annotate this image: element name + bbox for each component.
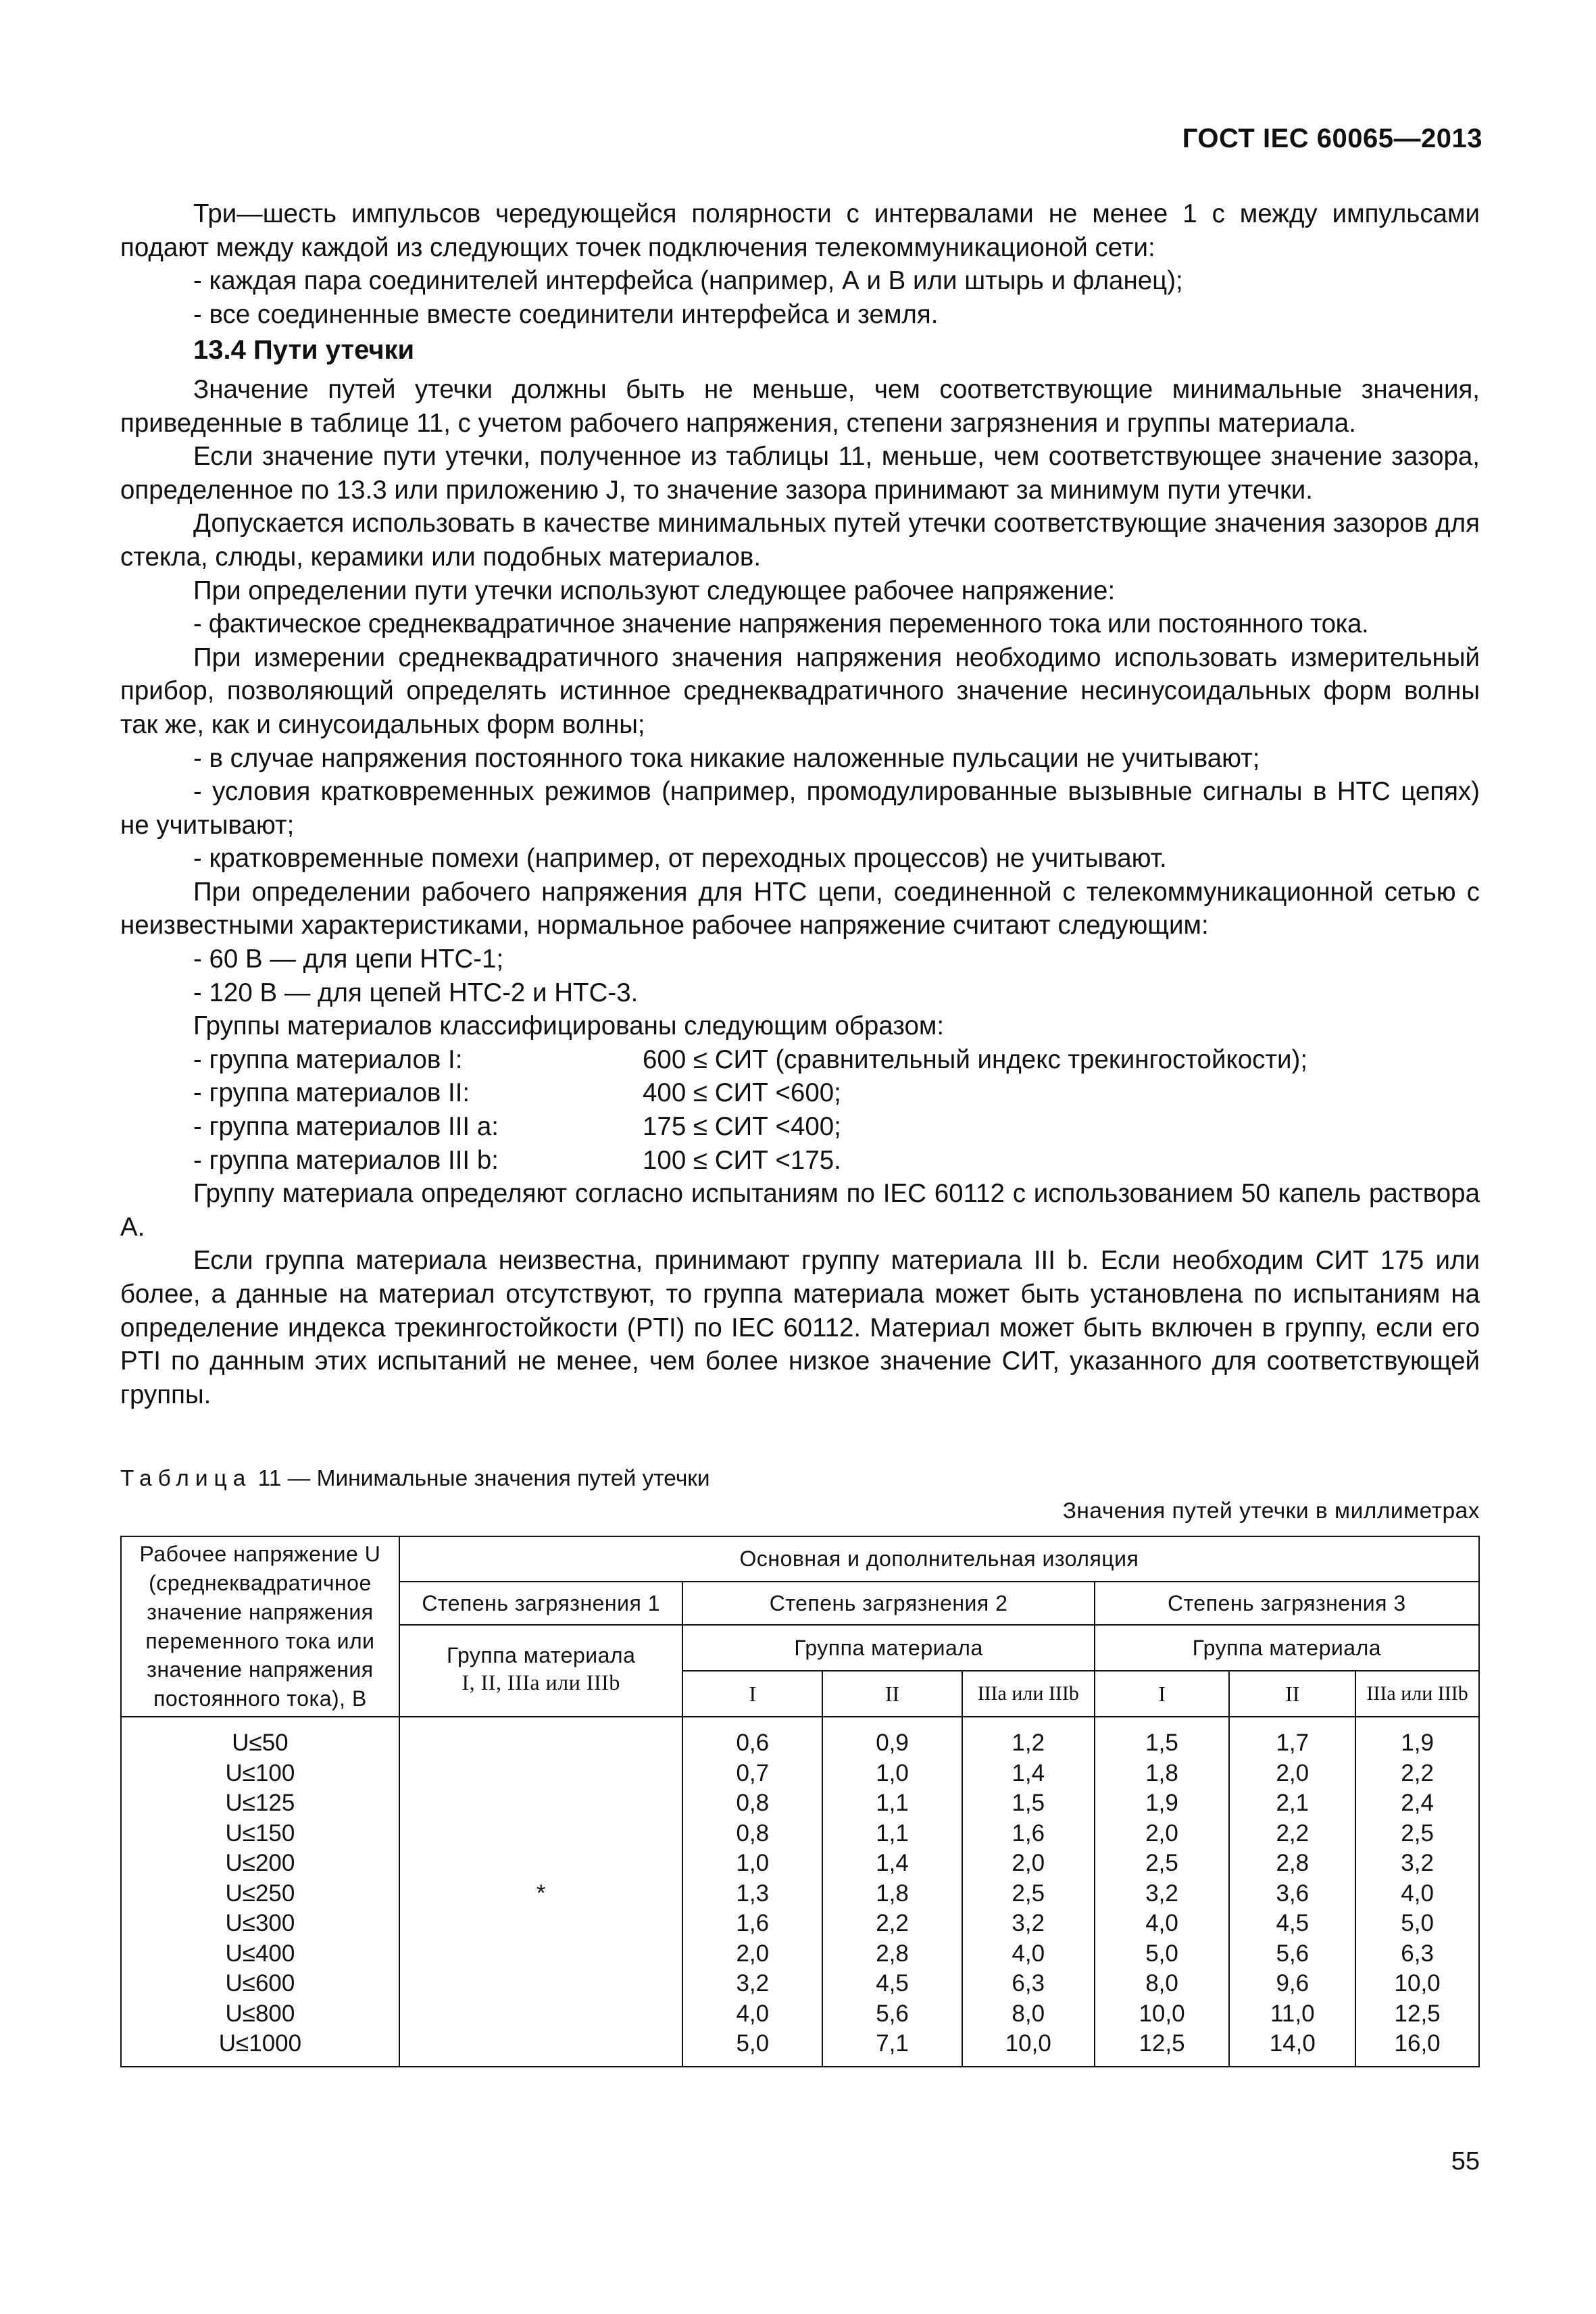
table-caption-word: Таблица <box>120 1466 252 1491</box>
table-cell-value: 2,0 <box>736 1940 770 1967</box>
voltage-values-column <box>121 1717 399 2067</box>
pd2-group-I-column <box>682 1717 822 2067</box>
table-cell-value: 4,0 <box>1012 1940 1045 1967</box>
table-caption-title: 11 — Минимальные значения путей утечки <box>257 1466 710 1491</box>
table-cell-value: 0,9 <box>876 1730 909 1756</box>
table-cell-value: 3,2 <box>736 1970 770 1996</box>
table-cell-value: 2,0 <box>1012 1850 1045 1876</box>
material-group-value: 100 ≤ СИТ <175. <box>643 1145 841 1175</box>
table-cell-value: 2,5 <box>1145 1850 1178 1876</box>
table-cell-value: 1,9 <box>1401 1730 1434 1756</box>
table-cell-value: 1,3 <box>736 1880 770 1907</box>
pd2-group-II-header: II <box>822 1671 962 1717</box>
table-cell-value: U≤100 <box>225 1759 295 1786</box>
paragraph: Допускается использовать в качестве минимальных путей утечки соответствующие значения зазоров для стекла, слюды, керамики или подобных материалов. <box>120 509 1480 572</box>
table-cell-value: 6,3 <box>1012 1970 1045 1996</box>
pd2-group-II-column <box>822 1717 962 2067</box>
table-cell-value: U≤125 <box>225 1790 295 1816</box>
pollution-degree-2-header: Степень загрязнения 2 <box>682 1582 1094 1625</box>
table-cell-value: 1,9 <box>1145 1790 1178 1816</box>
table-cell-value: 3,2 <box>1145 1880 1178 1907</box>
paragraph: Три—шесть импульсов чередующейся полярности с интервалами не менее 1 с между импульсами подают между каждой из следующих точек подключения телекоммуникационой сети: <box>120 199 1480 262</box>
bullet-item: - 60 В — для цепи НТС-1; <box>193 945 504 974</box>
table-cell-value: 1,0 <box>736 1850 770 1876</box>
bullet-item: - условия кратковременных режимов (например, промодулированные вызывные сигналы в НТС цепях) не учитывают; <box>120 777 1480 840</box>
table-cell-value: U≤400 <box>225 1940 295 1967</box>
table-cell-value: 5,0 <box>1145 1940 1178 1967</box>
pollution-degree-3-header: Степень загрязнения 3 <box>1095 1582 1479 1625</box>
table-cell-value: 12,5 <box>1139 2030 1185 2057</box>
table-cell-value: 5,0 <box>1401 1910 1434 1936</box>
pd3-group-III-header: IIIa или IIIb <box>1355 1671 1479 1717</box>
table-cell-value: 2,2 <box>876 1910 909 1936</box>
table-cell-value: 16,0 <box>1394 2030 1441 2057</box>
table-cell-value: 1,8 <box>1145 1759 1178 1786</box>
table-cell-value: 1,6 <box>1012 1819 1045 1846</box>
table-cell-value: U≤800 <box>225 2000 295 2027</box>
material-group-row <box>120 1144 1480 1178</box>
table-cell-value: 1,4 <box>876 1850 909 1876</box>
pd3-group-II-column <box>1229 1717 1355 2067</box>
table-cell-value: 1,8 <box>876 1880 909 1907</box>
table-cell-value: 2,8 <box>876 1940 909 1967</box>
table-cell-value: 4,5 <box>1276 1910 1310 1936</box>
table-cell-value: 1,6 <box>736 1910 770 1936</box>
material-group-pd2-header: Группа материала <box>682 1625 1094 1671</box>
material-group-label: - группа материалов III a: <box>193 1112 499 1142</box>
table-cell-value: 11,0 <box>1270 2000 1315 2027</box>
table-cell-value: 4,5 <box>876 1970 909 1996</box>
table-cell-value: 10,0 <box>1394 1970 1441 1996</box>
pollution-degree-1-header: Степень загрязнения 1 <box>399 1582 683 1625</box>
table-cell-value: U≤1000 <box>218 2030 302 2057</box>
table-cell-value: 3,6 <box>1276 1880 1310 1907</box>
table-cell-value: 1,5 <box>1012 1790 1045 1816</box>
material-group-label: - группа материалов III b: <box>193 1145 499 1175</box>
material-group-row <box>120 1110 1480 1144</box>
pd1-value: * <box>399 1717 683 2067</box>
table-cell-value: 2,2 <box>1276 1819 1310 1846</box>
material-group-row <box>120 1076 1480 1110</box>
table-cell-value: 4,0 <box>1145 1910 1178 1936</box>
material-group-row <box>120 1043 1480 1077</box>
material-group-value: 400 ≤ СИТ <600; <box>643 1078 841 1108</box>
table-cell-value: 12,5 <box>1394 2000 1441 2027</box>
material-group-value: 175 ≤ СИТ <400; <box>643 1112 841 1142</box>
bullet-item: - кратковременные помехи (например, от переходных процессов) не учитывают. <box>193 844 1167 874</box>
bullet-item: - каждая пара соединителей интерфейса (например, А и В или штырь и фланец); <box>193 266 1183 296</box>
table-cell-value: U≤50 <box>232 1730 289 1756</box>
section-heading: 13.4 Пути утечки <box>193 335 415 366</box>
bullet-item: - в случае напряжения постоянного тока никакие наложенные пульсации не учитывают; <box>193 743 1260 773</box>
document-id-header: ГОСТ IEC 60065—2013 <box>1182 124 1482 153</box>
table-cell-value: 2,5 <box>1401 1819 1434 1846</box>
paragraph: Если значение пути утечки, полученное из таблицы 11, меньше, чем соответствующее значение зазора, определенное по 13.3 или приложению J, то значение зазора принимают за минимум пути утечки. <box>120 442 1480 505</box>
table-cell-value: U≤600 <box>225 1970 295 1996</box>
creepage-table <box>120 1536 1480 2067</box>
table-cell-value: 2,8 <box>1276 1850 1310 1876</box>
table-cell-value: 1,1 <box>876 1790 909 1816</box>
material-group-label: - группа материалов II: <box>193 1078 470 1108</box>
table-cell-value: 2,0 <box>1276 1759 1310 1786</box>
table-cell-value: 1,2 <box>1012 1730 1045 1756</box>
pd3-group-II-header: II <box>1229 1671 1355 1717</box>
table-cell-value: 5,6 <box>1276 1940 1310 1967</box>
paragraph: Значение путей утечки должны быть не меньше, чем соответствующие минимальные значения, приведенные в таблице 11, с учетом рабочего напряжения, степени загрязнения и группы материала. <box>120 374 1480 438</box>
paragraph: Если группа материала неизвестна, принимают группу материала III b. Если необходим СИТ 175 или более, а данные на материал отсутствуют, то группа материала может быть установлена по испытаниям на определение индекса трекингостойкости (PTI) по IEC 60112. Материал может быть включен в группу, если его PTI по данным этих испытаний не менее, чем более низкое значение СИТ, указанного для соответствующей группы. <box>120 1246 1480 1409</box>
material-group-pd1-header: Группа материала I, II, IIIa или IIIb <box>399 1625 683 1717</box>
table-cell-value: U≤250 <box>225 1880 295 1907</box>
table-cell-value: 0,6 <box>736 1730 770 1756</box>
pd2-group-III-column <box>962 1717 1095 2067</box>
table-cell-value: 5,6 <box>876 2000 909 2027</box>
table-cell-value: 8,0 <box>1012 2000 1045 2027</box>
paragraph: Группу материала определяют согласно испытаниям по IEC 60112 с использованием 50 капель раствора А. <box>120 1179 1480 1242</box>
table-cell-value: 2,5 <box>1012 1880 1045 1907</box>
table-cell-value: 5,0 <box>736 2030 770 2057</box>
table-cell-value: U≤300 <box>225 1910 295 1936</box>
pd3-group-I-column <box>1095 1717 1230 2067</box>
bullet-item: - все соединенные вместе соединители интерфейса и земля. <box>193 299 939 329</box>
material-group-label: - группа материалов I: <box>193 1045 463 1074</box>
material-group-value: 600 ≤ СИТ (сравнительный индекс трекингостойкости); <box>643 1045 1308 1074</box>
material-group-pd3-header: Группа материала <box>1095 1625 1479 1671</box>
paragraph: При определении пути утечки используют следующее рабочее напряжение: <box>193 576 1116 605</box>
table-cell-value: 1,0 <box>876 1759 909 1786</box>
page-number: 55 <box>1451 2147 1480 2175</box>
body-text <box>120 197 1480 1411</box>
table-cell-value: 7,1 <box>876 2030 909 2057</box>
table-caption <box>120 1466 710 1492</box>
insulation-header: Основная и дополнительная изоляция <box>399 1536 1479 1582</box>
table-cell-value: 0,8 <box>736 1790 770 1816</box>
voltage-column-header: Рабочее напряжение U (среднеквадратичное значение напряжения переменного тока или значение напряжения постоянного тока), В <box>121 1536 399 1717</box>
table-cell-value: 2,4 <box>1401 1790 1434 1816</box>
table-cell-value: U≤200 <box>225 1850 295 1876</box>
table-cell-value: 6,3 <box>1401 1940 1434 1967</box>
table-cell-value: 10,0 <box>1005 2030 1051 2057</box>
table-cell-value: 0,8 <box>736 1819 770 1846</box>
table-cell-value: 1,4 <box>1012 1759 1045 1786</box>
table-cell-value: 2,1 <box>1276 1790 1310 1816</box>
bullet-item: - фактическое среднеквадратичное значение напряжения переменного тока или постоянного тока. <box>193 609 1369 639</box>
pd2-group-I-header: I <box>682 1671 822 1717</box>
table-cell-value: 2,0 <box>1145 1819 1178 1846</box>
paragraph: При измерении среднеквадратичного значения напряжения необходимо использовать измерительный прибор, позволяющий определять истинное среднеквадратичного значение несинусоидальных форм волны так же, как и синусоидальных форм волны; <box>120 643 1480 739</box>
table-cell-value: 3,2 <box>1012 1910 1045 1936</box>
table-cell-value: 3,2 <box>1401 1850 1434 1876</box>
pd2-group-III-header: IIIa или IIIb <box>962 1671 1095 1717</box>
table-cell-value: 8,0 <box>1145 1970 1178 1996</box>
table-cell-value: 0,7 <box>736 1759 770 1786</box>
pd3-group-III-column <box>1355 1717 1479 2067</box>
table-cell-value: 4,0 <box>736 2000 770 2027</box>
pd3-group-I-header: I <box>1095 1671 1230 1717</box>
table-cell-value: 1,7 <box>1276 1730 1310 1756</box>
table-units-note: Значения путей утечки в миллиметрах <box>1062 1499 1480 1524</box>
table-cell-value: 2,2 <box>1401 1759 1434 1786</box>
table-cell-value: 1,1 <box>876 1819 909 1846</box>
bullet-item: - 120 В — для цепей НТС-2 и НТС-3. <box>193 978 639 1007</box>
paragraph: Группы материалов классифицированы следующим образом: <box>193 1011 945 1041</box>
table-cell-value: 4,0 <box>1401 1880 1434 1907</box>
table-cell-value: 14,0 <box>1269 2030 1316 2057</box>
table-cell-value: 10,0 <box>1139 2000 1185 2027</box>
paragraph: При определении рабочего напряжения для НТС цепи, соединенной с телекоммуникационной сетью с неизвестными характеристиками, нормальное рабочее напряжение считают следующим: <box>120 877 1480 940</box>
table-cell-value: 9,6 <box>1276 1970 1310 1996</box>
table-cell-value: U≤150 <box>225 1819 295 1846</box>
table-cell-value: 1,5 <box>1145 1730 1178 1756</box>
